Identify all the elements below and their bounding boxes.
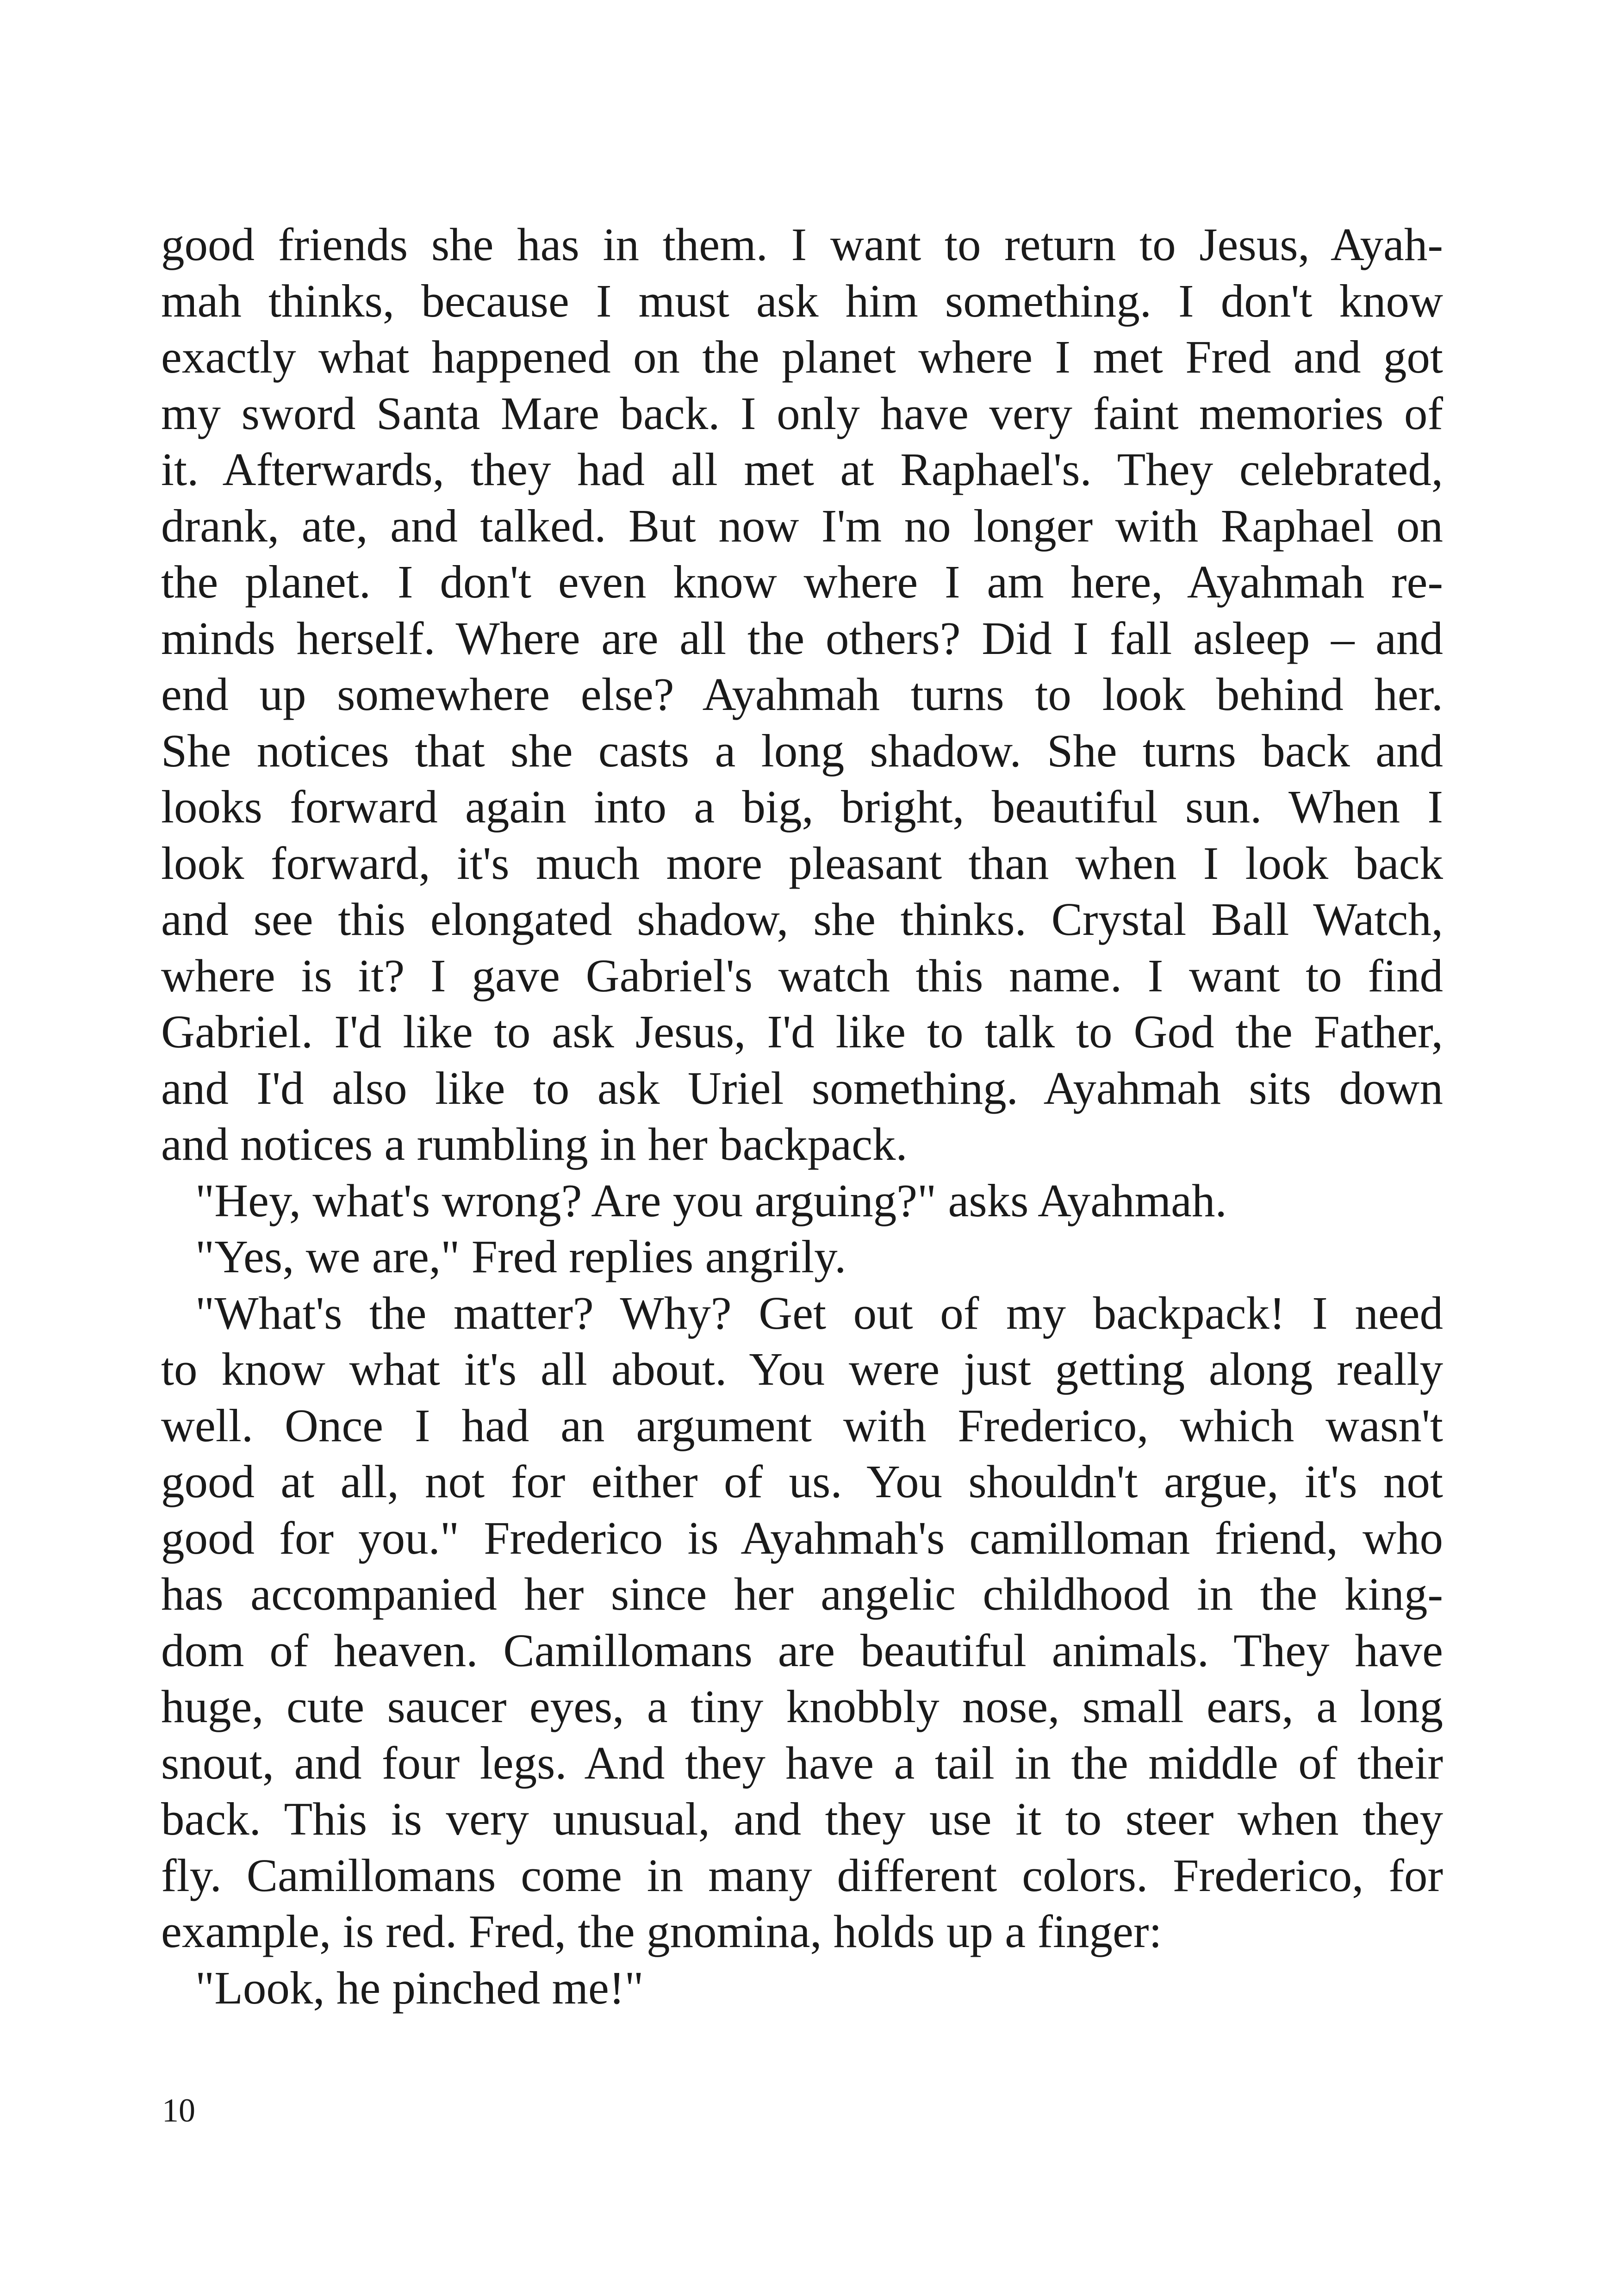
- text-line: huge, cute saucer eyes, a tiny knobbly nose, small ears, a long: [161, 1680, 1443, 1732]
- page-number: 10: [162, 2092, 195, 2129]
- text-line: and see this elongated shadow, she thinks. Crystal Ball Watch,: [161, 893, 1443, 945]
- text-line: and notices a rumbling in her backpack.: [161, 1118, 908, 1170]
- text-line: end up somewhere else? Ayahmah turns to look behind her.: [161, 668, 1443, 720]
- text-line: good at all, not for either of us. You shouldn't argue, it's not: [161, 1456, 1443, 1507]
- text-line: fly. Camillomans come in many different colors. Frederico, for: [161, 1849, 1443, 1901]
- text-line: to know what it's all about. You were just getting along really: [161, 1343, 1443, 1395]
- text-line: it. Afterwards, they had all met at Raphael's. They celebrated,: [161, 443, 1443, 495]
- text-line: minds herself. Where are all the others? Did I fall asleep – and: [161, 612, 1443, 664]
- text-line: example, is red. Fred, the gnomina, holds up a finger:: [161, 1905, 1162, 1957]
- text-line: She notices that she casts a long shadow. She turns back and: [161, 724, 1443, 777]
- text-line: where is it? I gave Gabriel's watch this name. I want to find: [161, 949, 1443, 1002]
- body-text: [161, 217, 1443, 2016]
- text-line: has accompanied her since her angelic childhood in the king-: [161, 1568, 1443, 1620]
- text-line: "Hey, what's wrong? Are you arguing?" asks Ayahmah.: [195, 1174, 1227, 1226]
- text-line: dom of heaven. Camillomans are beautiful animals. They have: [161, 1624, 1443, 1676]
- text-line: snout, and four legs. And they have a tail in the middle of their: [161, 1736, 1443, 1789]
- text-line: good friends she has in them. I want to return to Jesus, Ayah-: [161, 218, 1443, 270]
- text-line: my sword Santa Mare back. I only have very faint memories of: [161, 387, 1443, 439]
- text-line: good for you." Frederico is Ayahmah's camilloman friend, who: [161, 1512, 1443, 1564]
- text-line: and I'd also like to ask Uriel something. Ayahmah sits down: [161, 1062, 1443, 1114]
- text-line: mah thinks, because I must ask him something. I don't know: [161, 274, 1443, 327]
- text-line: drank, ate, and talked. But now I'm no longer with Raphael on: [161, 499, 1443, 552]
- text-line: "Look, he pinched me!": [195, 1961, 644, 2014]
- text-line: "Yes, we are," Fred replies angrily.: [195, 1231, 846, 1282]
- text-line: "What's the matter? Why? Get out of my backpack! I need: [195, 1287, 1443, 1339]
- text-line: exactly what happened on the planet where I met Fred and got: [161, 331, 1443, 383]
- text-line: the planet. I don't even know where I am here, Ayahmah re-: [161, 556, 1443, 608]
- text-line: Gabriel. I'd like to ask Jesus, I'd like to talk to God the Father,: [161, 1006, 1443, 1058]
- text-line: well. Once I had an argument with Frederico, which wasn't: [161, 1399, 1443, 1451]
- text-line: back. This is very unusual, and they use it to steer when they: [161, 1793, 1443, 1845]
- text-line: looks forward again into a big, bright, beautiful sun. When I: [161, 781, 1443, 833]
- text-line: look forward, it's much more pleasant than when I look back: [161, 837, 1443, 889]
